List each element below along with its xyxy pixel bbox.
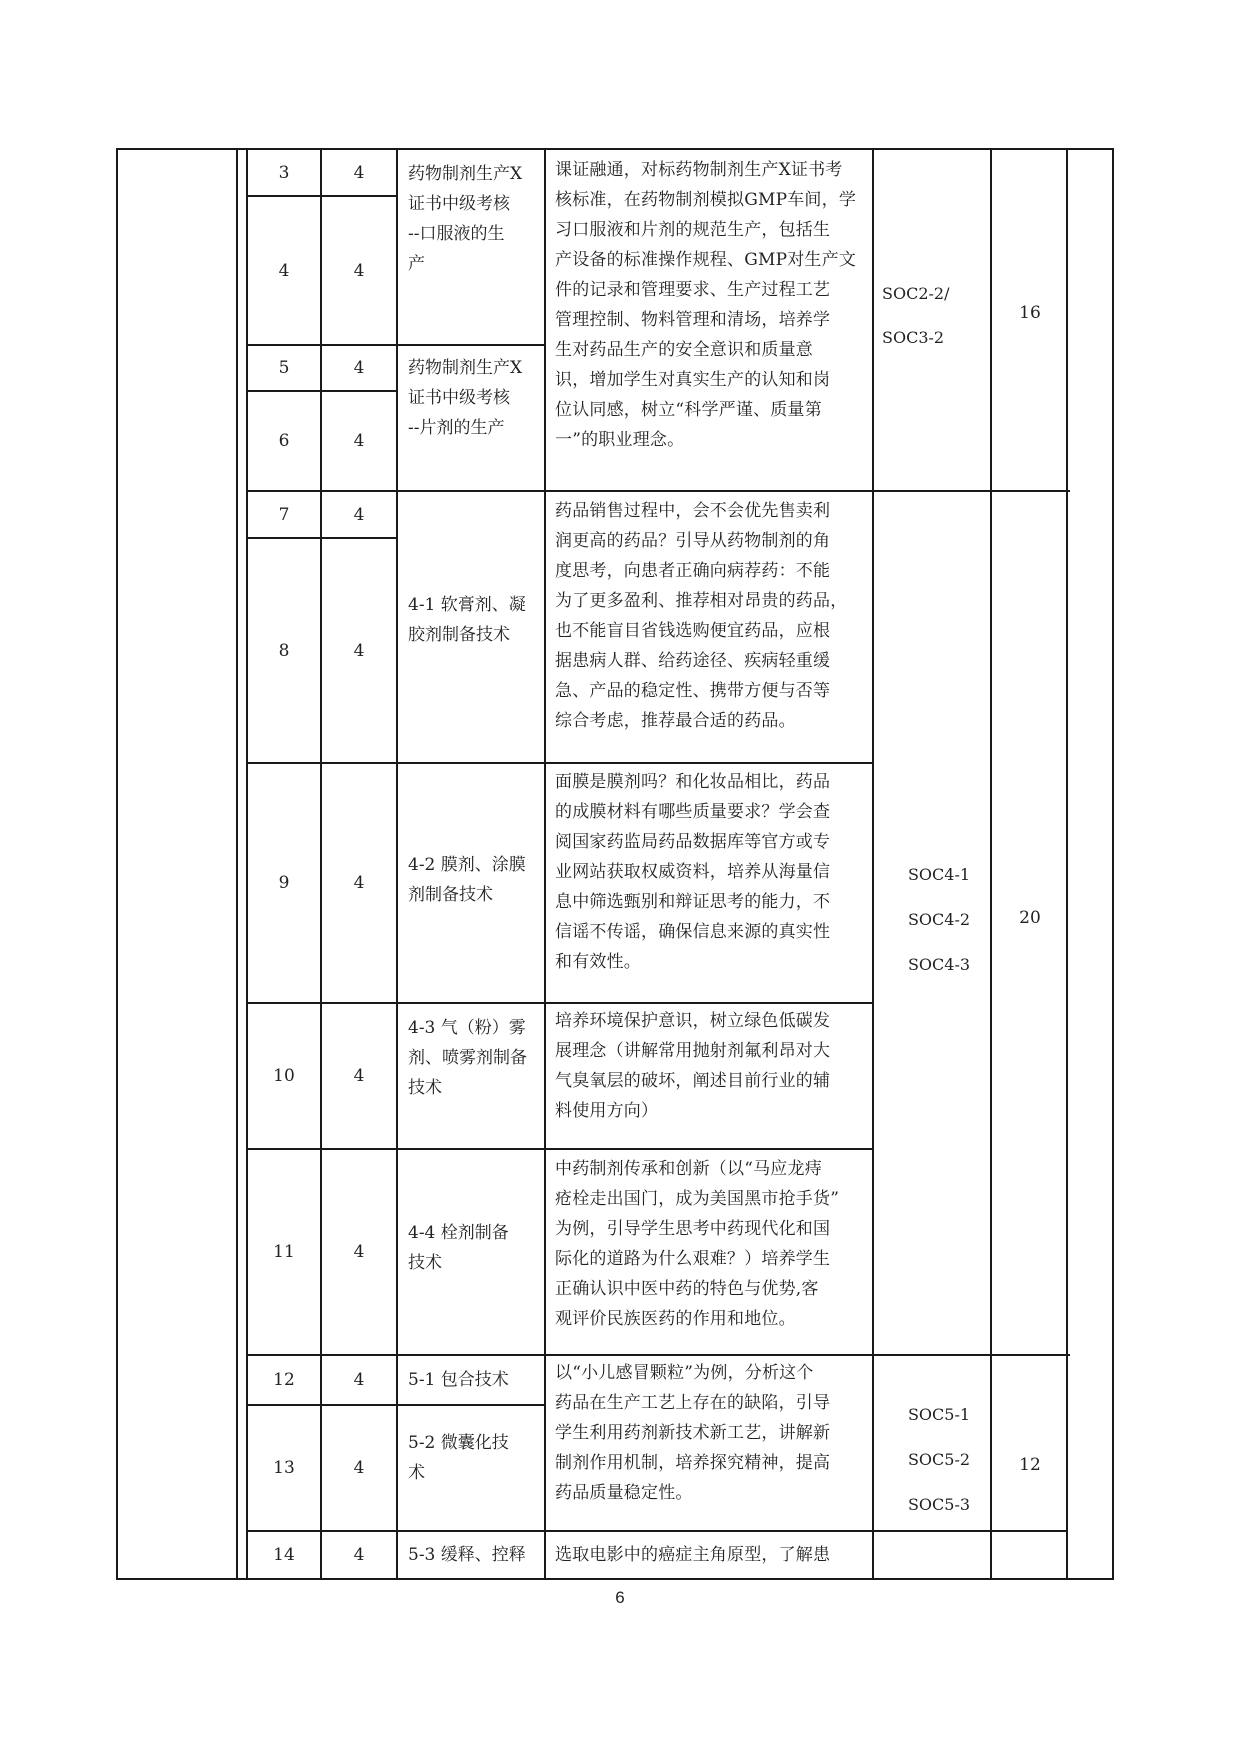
hours-cell: 4 [353, 162, 365, 183]
topic-4-4: 4-4 栓剂制备 技术 [408, 1223, 509, 1273]
page-number: 6 [615, 1588, 625, 1607]
hours-cell: 4 [353, 504, 365, 525]
description-ointment: 药品销售过程中，会不会优先售卖利 润更高的药品？引导从药物制剂的角 度思考，向患者正确向病荐药：不能 为了更多盈利、推荐相对昂贵的药品， 也不能盲目省钱选购便宜药品，应根 据患病人群、给药途径、疾病轻重缓 急、产品的稳定性、携带方便与否等 综合考虑，推荐最合适的药品。 [555, 501, 848, 731]
week-cell: 9 [278, 873, 290, 893]
week-cell: 10 [273, 1066, 295, 1086]
hours-cell: 4 [353, 1242, 365, 1262]
topic-4-1: 4-1 软膏剂、凝 胶剂制备技术 [408, 595, 526, 645]
hours-cell: 4 [353, 260, 365, 281]
description-sustained: 选取电影中的癌症主角原型，了解患 [555, 1545, 831, 1565]
description-aerosol: 培养环境保护意识，树立绿色低碳发 展理念（讲解常用抛射剂氟利昂对大 气臭氧层的破坏，阐述目前行业的辅 料使用方向） [555, 1011, 831, 1121]
soc-codes: SOC4-1 SOC4-2 SOC4-3 [907, 865, 971, 974]
description-inclusion: 以“小儿感冒颗粒”为例，分析这个 药品在生产工艺上存在的缺陷，引导 学生利用药剂新技术新工艺，讲解新 制剂作用机制，培养探究精神，提高 药品质量稳定性。 [555, 1363, 831, 1503]
topic-4-3: 4-3 气（粉）雾 剂、喷雾剂制备 技术 [408, 1018, 527, 1098]
total-hours: 20 [1019, 908, 1041, 928]
description-oral-tablet: 课证融通，对标药物制剂生产X证书考 核标准，在药物制剂模拟GMP车间，学 习口服液和片剂的规范生产，包括生 产设备的标准操作规程、GMP对生产文 件的记录和管理要求、生产过程工艺 管理控制、物料管理和清场，培养学 生对药品生产的安全意识和质量意 识，增加学生对真实生产的认知和岗 位认同感，树立“科学严谨、质量第 一”的职业理念。 [555, 160, 857, 450]
week-cell: 6 [278, 431, 290, 451]
hours-cell: 4 [353, 431, 365, 451]
week-cell: 12 [273, 1370, 295, 1390]
topic-5-1: 5-1 包合技术 [408, 1370, 509, 1390]
total-hours: 16 [1019, 303, 1041, 323]
week-cell: 8 [278, 640, 290, 661]
week-cell: 4 [278, 260, 290, 281]
soc-codes: SOC5-1 SOC5-2 SOC5-3 [907, 1405, 971, 1514]
description-suppository: 中药制剂传承和创新（以“马应龙痔 疮栓走出国门，成为美国黑市抢手货” 为例，引导学生思考中药现代化和国 际化的道路为什么艰难？）培养学生 正确认识中医中药的特色与优势,客 观评价民族医药的作用和地位。 [555, 1159, 840, 1329]
total-hours: 12 [1019, 1455, 1041, 1475]
hours-cell: 4 [353, 358, 365, 378]
hours-cell: 4 [353, 1458, 365, 1478]
week-cell: 13 [273, 1458, 295, 1478]
week-cell: 3 [278, 162, 290, 183]
topic-tablet: 药物制剂生产X 证书中级考核 --片剂的生产 [408, 358, 523, 438]
week-cell: 14 [273, 1545, 295, 1565]
soc-codes: SOC2-2/ SOC3-2 [882, 284, 950, 347]
hours-cell: 4 [353, 873, 365, 893]
topic-oral-liquid: 药物制剂生产X 证书中级考核 --口服液的生 产 [408, 164, 523, 274]
week-cell: 5 [278, 358, 290, 378]
week-cell: 7 [278, 504, 290, 525]
hours-cell: 4 [353, 1545, 365, 1565]
topic-4-2: 4-2 膜剂、涂膜 剂制备技术 [408, 855, 526, 905]
description-film: 面膜是膜剂吗？和化妆品相比，药品 的成膜材料有哪些质量要求？学会查 阅国家药监局药品数据库等官方或专 业网站获取权威资料，培养从海量信 息中筛选甄别和辩证思考的能力，不 信谣不传谣，确保信息来源的真实性 和有效性。 [555, 772, 831, 972]
topic-5-3: 5-3 缓释、控释 [408, 1545, 526, 1565]
hours-cell: 4 [353, 640, 365, 661]
topic-5-2: 5-2 微囊化技 术 [408, 1433, 509, 1483]
hours-cell: 4 [353, 1066, 365, 1086]
hours-cell: 4 [353, 1370, 365, 1390]
week-cell: 11 [273, 1242, 295, 1262]
